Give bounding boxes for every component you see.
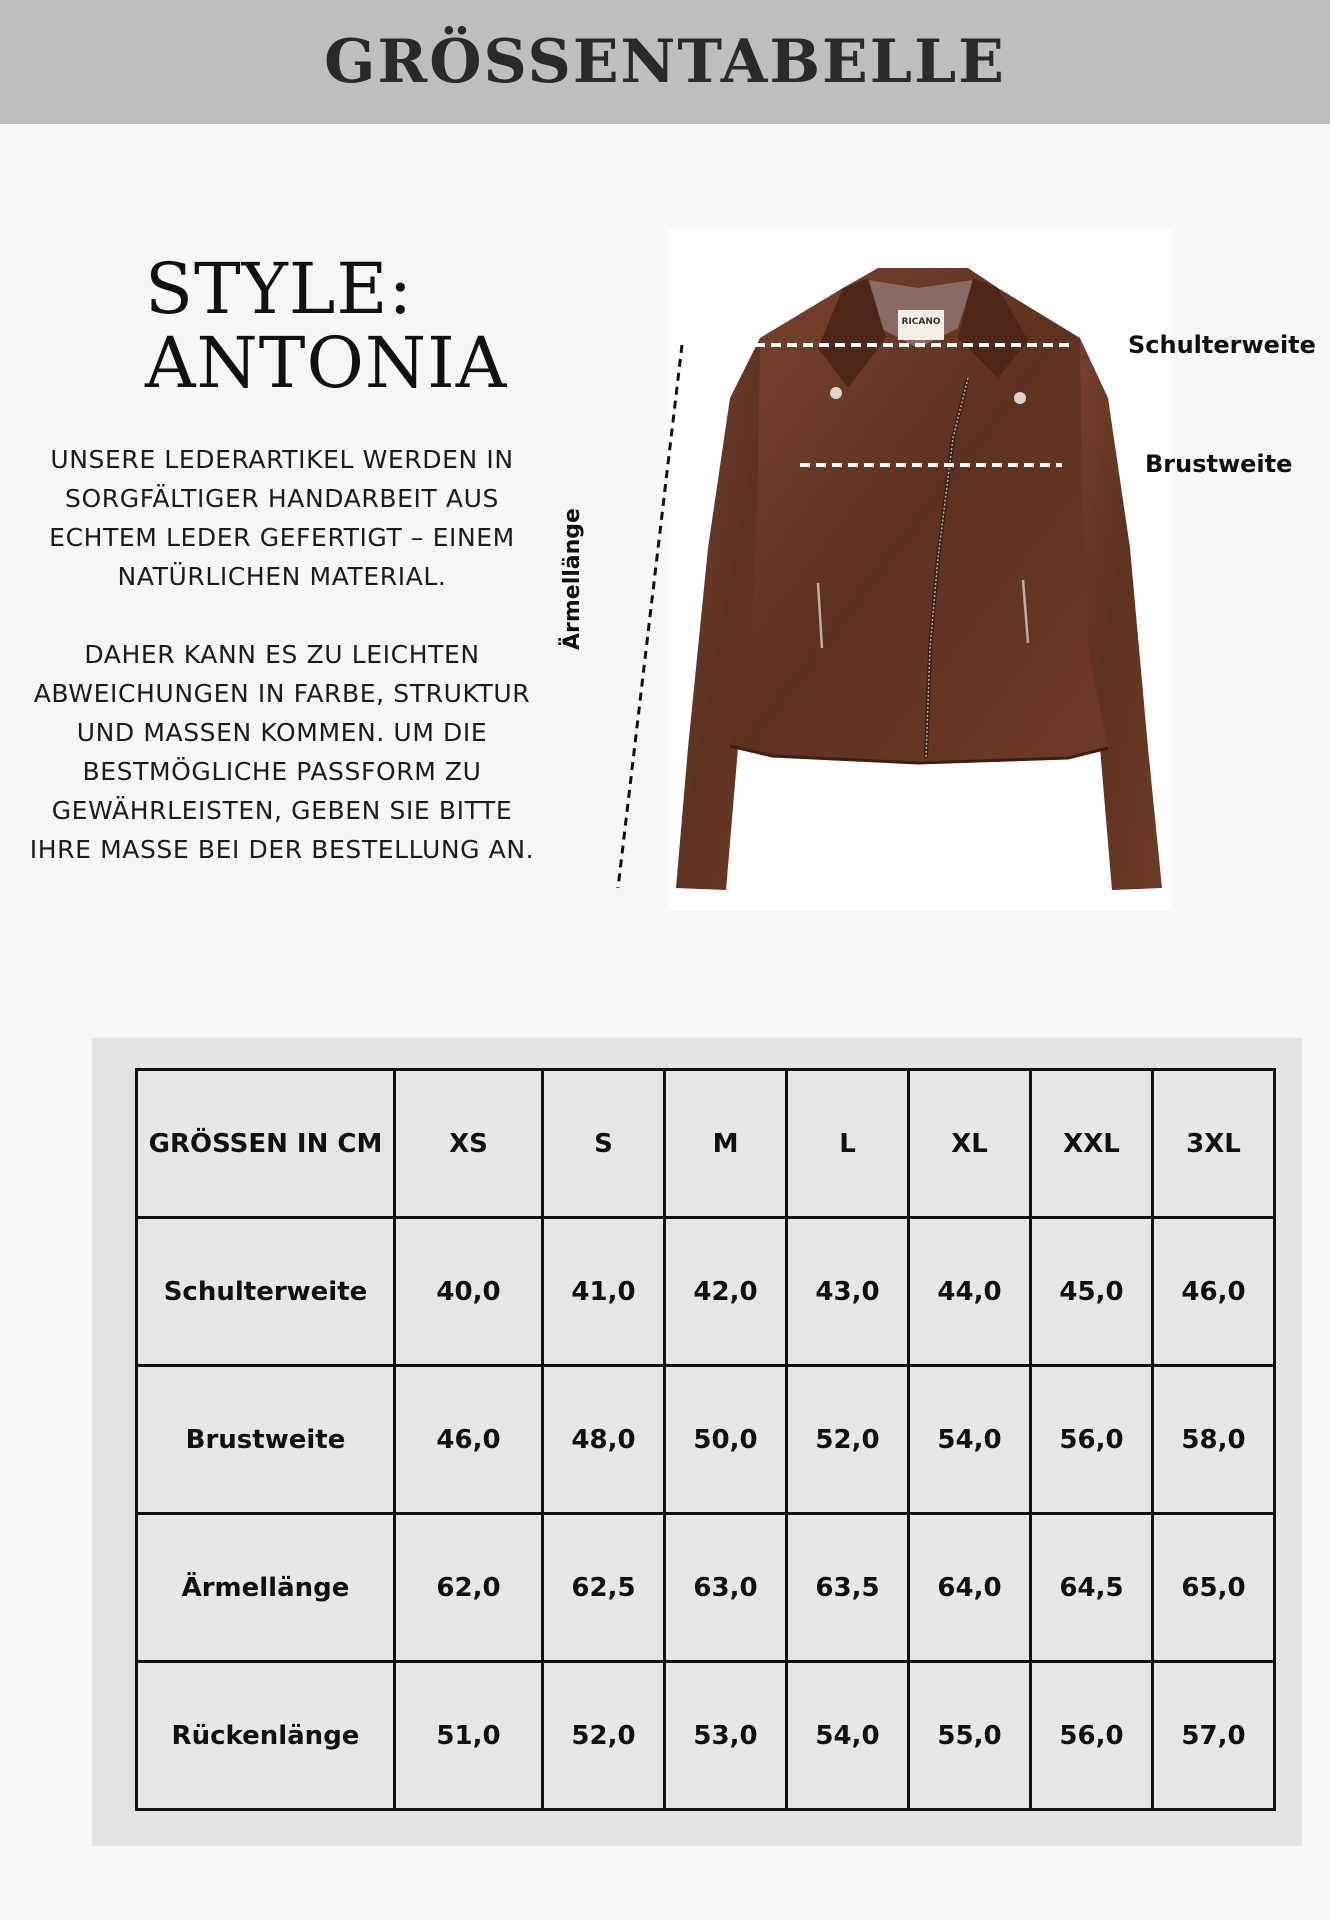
size-header-m: M xyxy=(665,1070,787,1218)
size-header-xs: XS xyxy=(395,1070,543,1218)
table-cell: 55,0 xyxy=(909,1662,1031,1810)
jacket-image xyxy=(668,228,1172,910)
table-cell: 54,0 xyxy=(787,1662,909,1810)
row-label: Ärmellänge xyxy=(137,1514,395,1662)
table-cell: 56,0 xyxy=(1031,1366,1153,1514)
table-cell: 62,5 xyxy=(543,1514,665,1662)
table-cell: 54,0 xyxy=(909,1366,1031,1514)
chest-width-label: Brustweite xyxy=(1145,450,1293,478)
size-header-s: S xyxy=(543,1070,665,1218)
row-label: Brustweite xyxy=(137,1366,395,1514)
table-row xyxy=(137,1218,1275,1366)
table-corner-header: GRÖSSEN IN CM xyxy=(137,1070,395,1218)
table-cell: 64,0 xyxy=(909,1514,1031,1662)
table-cell: 41,0 xyxy=(543,1218,665,1366)
table-cell: 62,0 xyxy=(395,1514,543,1662)
table-cell: 63,5 xyxy=(787,1514,909,1662)
table-cell: 56,0 xyxy=(1031,1662,1153,1810)
row-label: Schulterweite xyxy=(137,1218,395,1366)
table-cell: 52,0 xyxy=(543,1662,665,1810)
header-bar xyxy=(0,0,1330,124)
table-cell: 40,0 xyxy=(395,1218,543,1366)
size-header-xl: XL xyxy=(909,1070,1031,1218)
intro-text xyxy=(22,440,542,869)
table-cell: 64,5 xyxy=(1031,1514,1153,1662)
table-cell: 48,0 xyxy=(543,1366,665,1514)
table-cell: 42,0 xyxy=(665,1218,787,1366)
table-cell: 44,0 xyxy=(909,1218,1031,1366)
table-cell: 46,0 xyxy=(395,1366,543,1514)
table-cell: 52,0 xyxy=(787,1366,909,1514)
table-cell: 63,0 xyxy=(665,1514,787,1662)
table-cell: 57,0 xyxy=(1153,1662,1275,1810)
table-cell: 58,0 xyxy=(1153,1366,1275,1514)
shoulder-width-label: Schulterweite xyxy=(1128,331,1316,359)
style-label: STYLE: xyxy=(145,248,414,330)
size-header-xxl: XXL xyxy=(1031,1070,1153,1218)
table-header-row xyxy=(137,1070,1275,1218)
table-cell: 46,0 xyxy=(1153,1218,1275,1366)
size-header-3xl: 3XL xyxy=(1153,1070,1275,1218)
size-table xyxy=(135,1068,1276,1811)
table-row xyxy=(137,1514,1275,1662)
page-title: GRÖSSENTABELLE xyxy=(324,27,1006,97)
size-header-l: L xyxy=(787,1070,909,1218)
table-cell: 65,0 xyxy=(1153,1514,1275,1662)
table-cell: 45,0 xyxy=(1031,1218,1153,1366)
leather-jacket-icon xyxy=(668,228,1172,910)
table-row xyxy=(137,1662,1275,1810)
table-cell: 43,0 xyxy=(787,1218,909,1366)
style-value: ANTONIA xyxy=(145,322,508,404)
style-name xyxy=(145,248,508,404)
intro-paragraph-2: DAHER KANN ES ZU LEICHTEN ABWEICHUNGEN IN FARBE, STRUKTUR UND MASSEN KOMMEN. UM DIE BESTMÖGLICHE PASSFORM ZU GEWÄHRLEISTEN, GEBEN SIE BITTE IHRE MASSE BEI DER BESTELLUNG AN. xyxy=(29,640,535,864)
table-cell: 53,0 xyxy=(665,1662,787,1810)
sleeve-length-label: Ärmellänge xyxy=(560,508,585,650)
intro-paragraph-1: UNSERE LEDERARTIKEL WERDEN IN SORGFÄLTIGER HANDARBEIT AUS ECHTEM LEDER GEFERTIGT – EINEM NATÜRLICHEN MATERIAL. xyxy=(49,445,515,591)
table-cell: 51,0 xyxy=(395,1662,543,1810)
tag-brand-text: RICANO xyxy=(901,317,941,327)
table-row xyxy=(137,1366,1275,1514)
row-label: Rückenlänge xyxy=(137,1662,395,1810)
table-cell: 50,0 xyxy=(665,1366,787,1514)
